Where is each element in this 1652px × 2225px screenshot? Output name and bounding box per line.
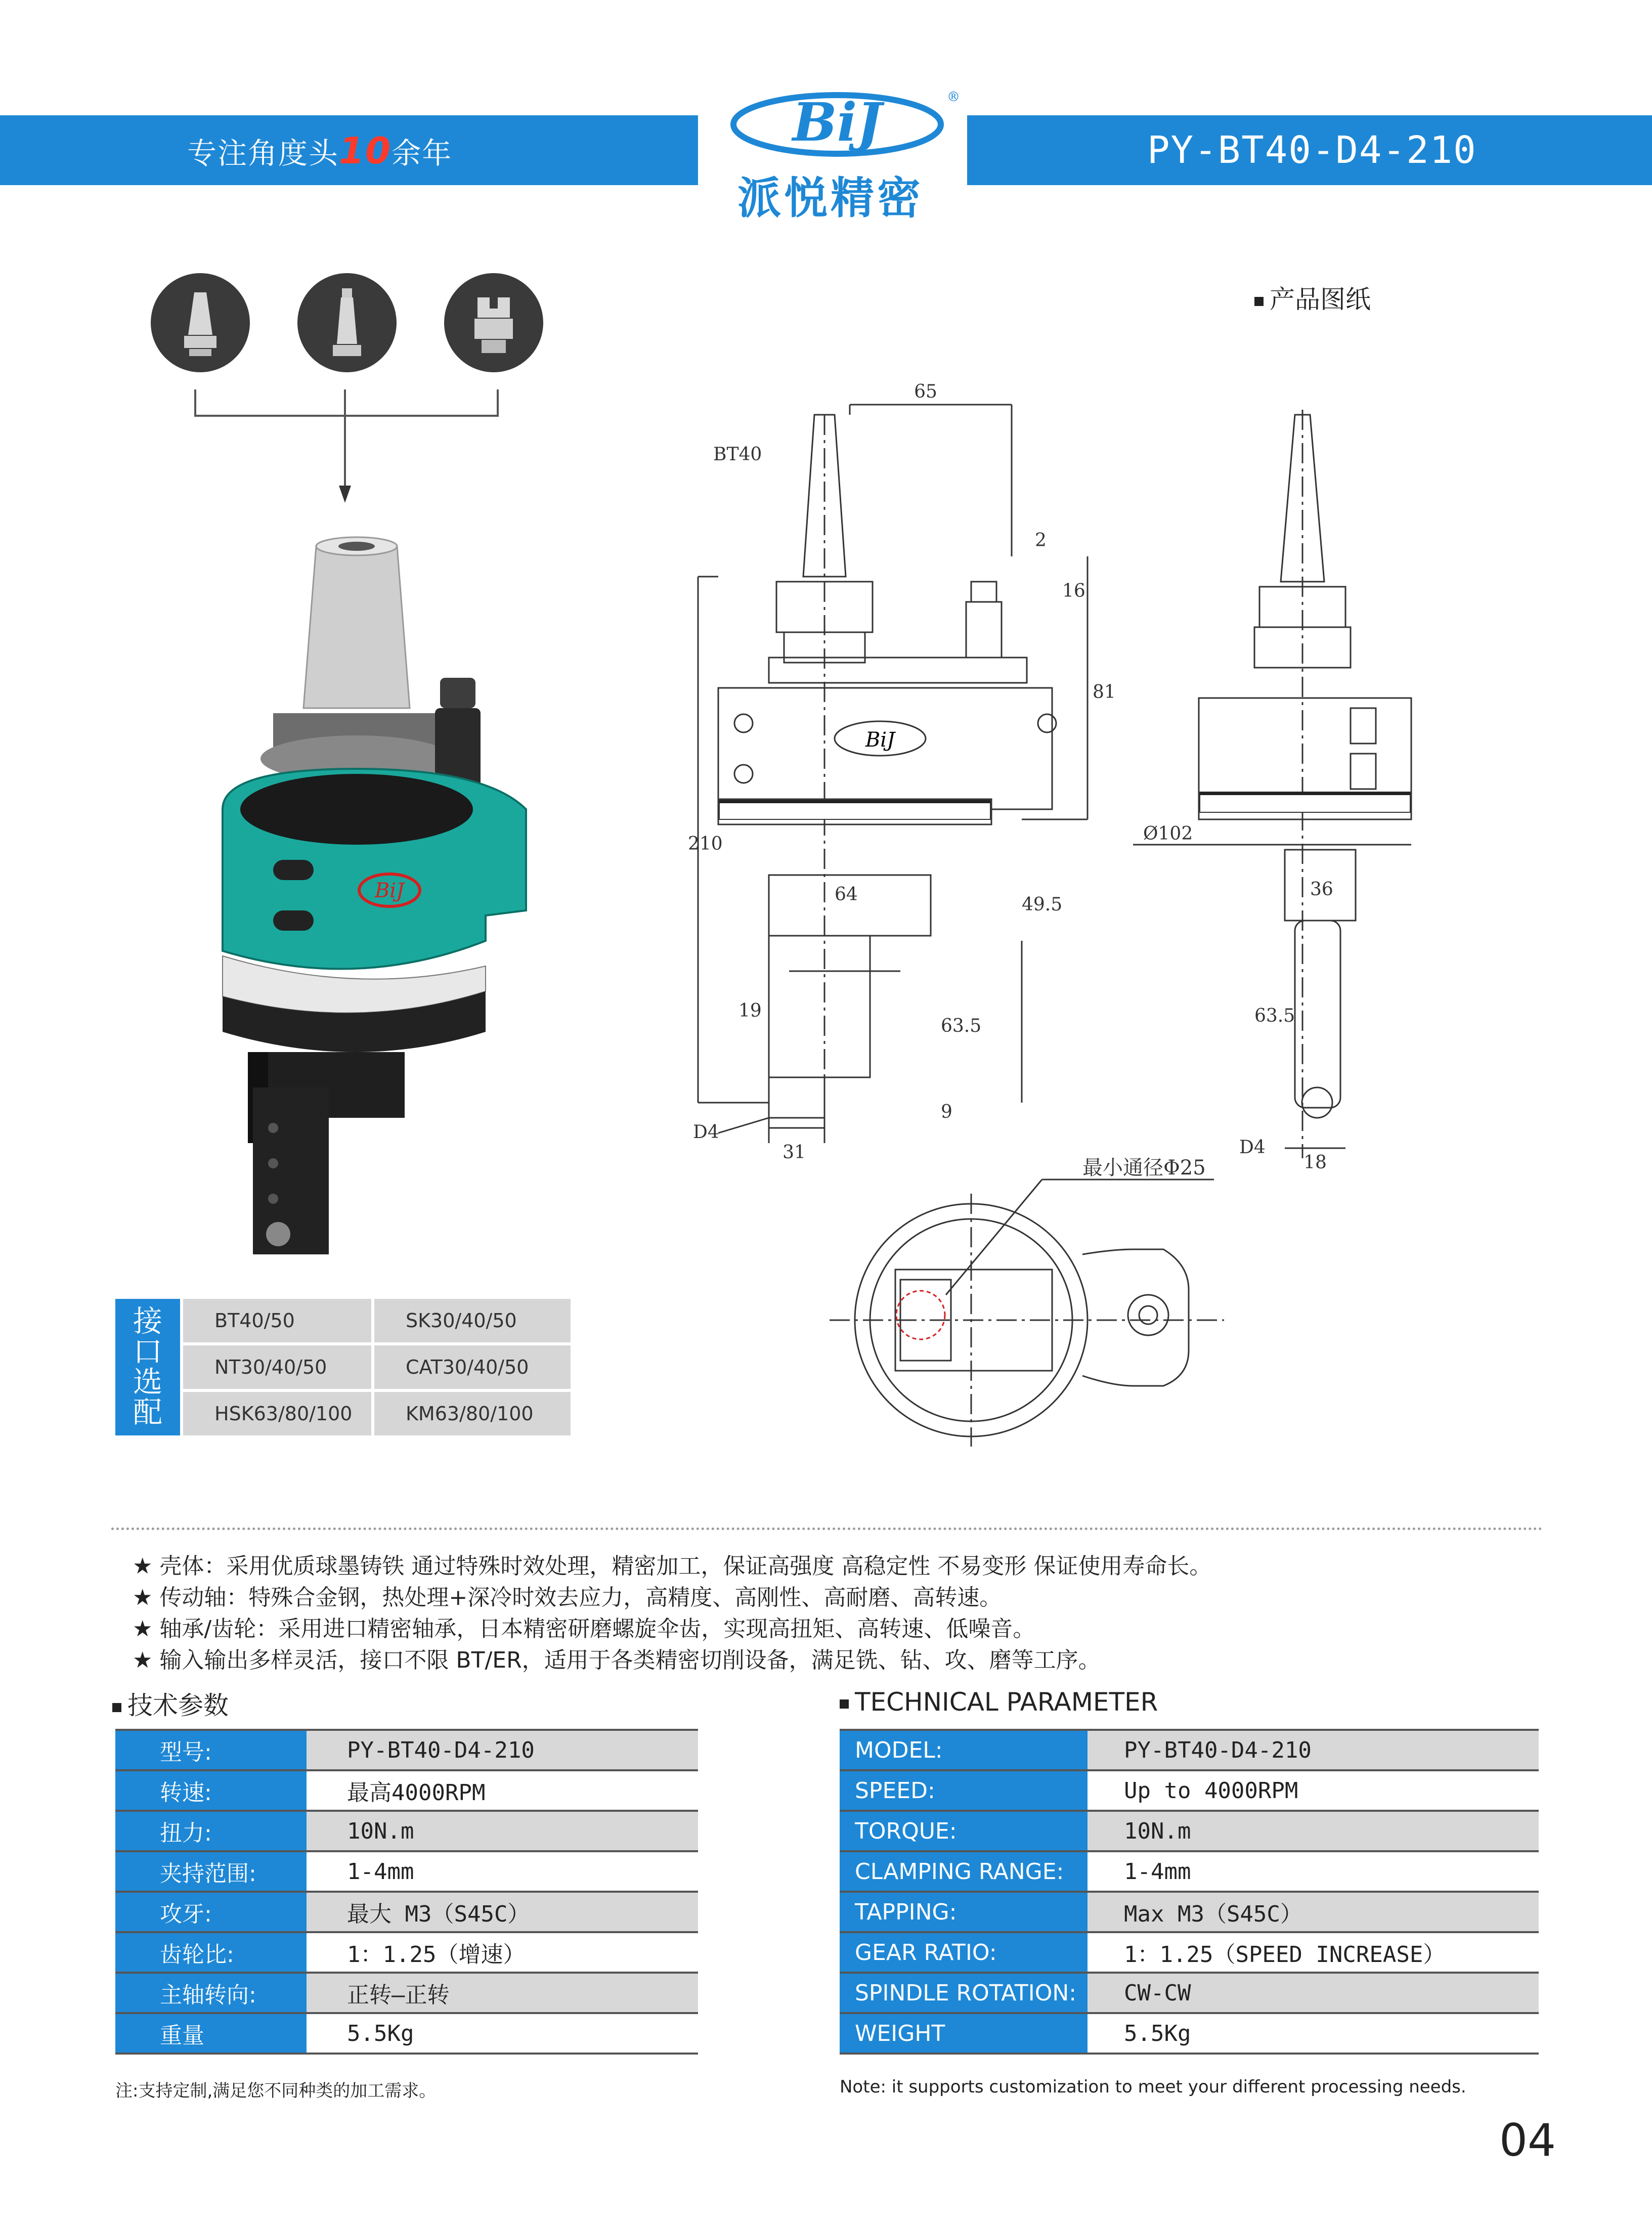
bt-taper-icon xyxy=(151,273,250,372)
interface-option: HSK63/80/100 xyxy=(183,1392,371,1435)
dim-210: 210 xyxy=(688,834,723,854)
feature-item: ★ 输入输出多样灵活，接口不限 BT/ER，适用于各类精密切削设备，满足铣、钻、攻、磨等工序。 xyxy=(133,1647,1101,1673)
interface-option: BT40/50 xyxy=(183,1299,371,1342)
table-row: TAPPING: Max M3（S45C） xyxy=(840,1892,1539,1932)
front-view-drawing xyxy=(688,374,1143,1184)
table-row: 主轴转向: 正转—正转 xyxy=(115,1973,698,2013)
feature-item: ★ 传动轴：特殊合金钢，热处理+深冷时效去应力，高精度、高刚性、高耐磨、高转速。 xyxy=(133,1585,1002,1610)
table-row: GEAR RATIO: 1：1.25（SPEED INCREASE） xyxy=(840,1932,1539,1973)
product-photo xyxy=(202,526,567,1264)
params-en-title: TECHNICAL PARAMETER xyxy=(840,1687,1158,1717)
dim-63-5-left: 63.5 xyxy=(941,1016,982,1036)
svg-text:®: ® xyxy=(947,90,960,105)
dim-9: 9 xyxy=(941,1102,952,1122)
bore-view-drawing xyxy=(830,1153,1224,1457)
feature-item: ★ 壳体：采用优质球墨铸铁 通过特殊时效处理，精密加工，保证高强度 高稳定性 不易变形 保证使用寿命长。 xyxy=(133,1553,1212,1579)
interface-option: KM63/80/100 xyxy=(374,1392,571,1435)
dim-63-5-right: 63.5 xyxy=(1254,1006,1295,1026)
note-en: Note: it supports customization to meet your different processing needs. xyxy=(840,2077,1466,2097)
divider xyxy=(111,1528,1543,1530)
interface-options xyxy=(115,1299,571,1435)
params-cn-title: 技术参数 xyxy=(112,1685,229,1722)
dim-49-5: 49.5 xyxy=(1022,894,1063,915)
table-row: 重量 5.5Kg xyxy=(115,2013,698,2054)
table-row: 夹持范围: 1-4mm xyxy=(115,1851,698,1892)
hsk-taper-icon xyxy=(297,273,397,372)
table-row: 型号: PY-BT40-D4-210 xyxy=(115,1730,698,1770)
table-row: 攻牙: 最大 M3（S45C） xyxy=(115,1892,698,1932)
dim-81: 81 xyxy=(1093,682,1116,703)
table-row: 齿轮比: 1：1.25（增速） xyxy=(115,1932,698,1973)
brand-logo-text: BiJ xyxy=(792,91,882,153)
dim-102: Ø102 xyxy=(1143,823,1193,844)
interface-label: 接 口 选 配 xyxy=(115,1299,180,1435)
dim-36: 36 xyxy=(1310,879,1333,900)
table-row: TORQUE: 10N.m xyxy=(840,1811,1539,1851)
min-bore-label: 最小通径Φ25 xyxy=(1082,1156,1206,1180)
table-row: WEIGHT 5.5Kg xyxy=(840,2013,1539,2054)
d4-label-right: D4 xyxy=(1239,1137,1266,1158)
interface-option: CAT30/40/50 xyxy=(374,1345,571,1389)
selection-bracket xyxy=(192,389,506,506)
feature-item: ★ 轴承/齿轮：采用进口精密轴承，日本精密研磨螺旋伞齿，实现高扭矩、高转速、低噪音。 xyxy=(133,1616,1035,1642)
drawing-title: 产品图纸 xyxy=(1254,279,1371,316)
table-row: CLAMPING RANGE: 1-4mm xyxy=(840,1851,1539,1892)
dim-19: 19 xyxy=(738,1000,762,1021)
dim-31: 31 xyxy=(782,1142,806,1163)
dim-2: 2 xyxy=(1035,530,1047,551)
product-logo: BiJ xyxy=(374,879,405,902)
km-taper-icon xyxy=(444,273,543,372)
side-view-drawing xyxy=(1133,400,1517,1189)
table-row: MODEL: PY-BT40-D4-210 xyxy=(840,1730,1539,1770)
dim-65: 65 xyxy=(914,381,937,402)
dim-16: 16 xyxy=(1062,581,1085,601)
bt40-label: BT40 xyxy=(713,444,762,465)
interface-option: SK30/40/50 xyxy=(374,1299,571,1342)
d4-label-left: D4 xyxy=(693,1122,719,1143)
params-cn-table xyxy=(115,1729,698,2055)
interface-option: NT30/40/50 xyxy=(183,1345,371,1389)
model-title: PY-BT40-D4-210 xyxy=(1147,128,1477,172)
note-cn: 注:支持定制,满足您不同种类的加工需求。 xyxy=(115,2081,437,2101)
table-row: SPINDLE ROTATION: CW-CW xyxy=(840,1973,1539,2013)
dim-18: 18 xyxy=(1303,1152,1327,1173)
brand-name: 派悦精密 xyxy=(737,173,924,224)
table-row: 扭力: 10N.m xyxy=(115,1811,698,1851)
table-row: 转速: 最高4000RPM xyxy=(115,1770,698,1811)
drawing-logo: BiJ xyxy=(865,728,895,752)
page-number: 04 xyxy=(1499,2114,1556,2166)
params-en-table xyxy=(840,1729,1539,2055)
table-row: SPEED: Up to 4000RPM xyxy=(840,1770,1539,1811)
slogan: 专注角度头10余年 xyxy=(187,129,453,172)
dim-64: 64 xyxy=(835,884,858,905)
